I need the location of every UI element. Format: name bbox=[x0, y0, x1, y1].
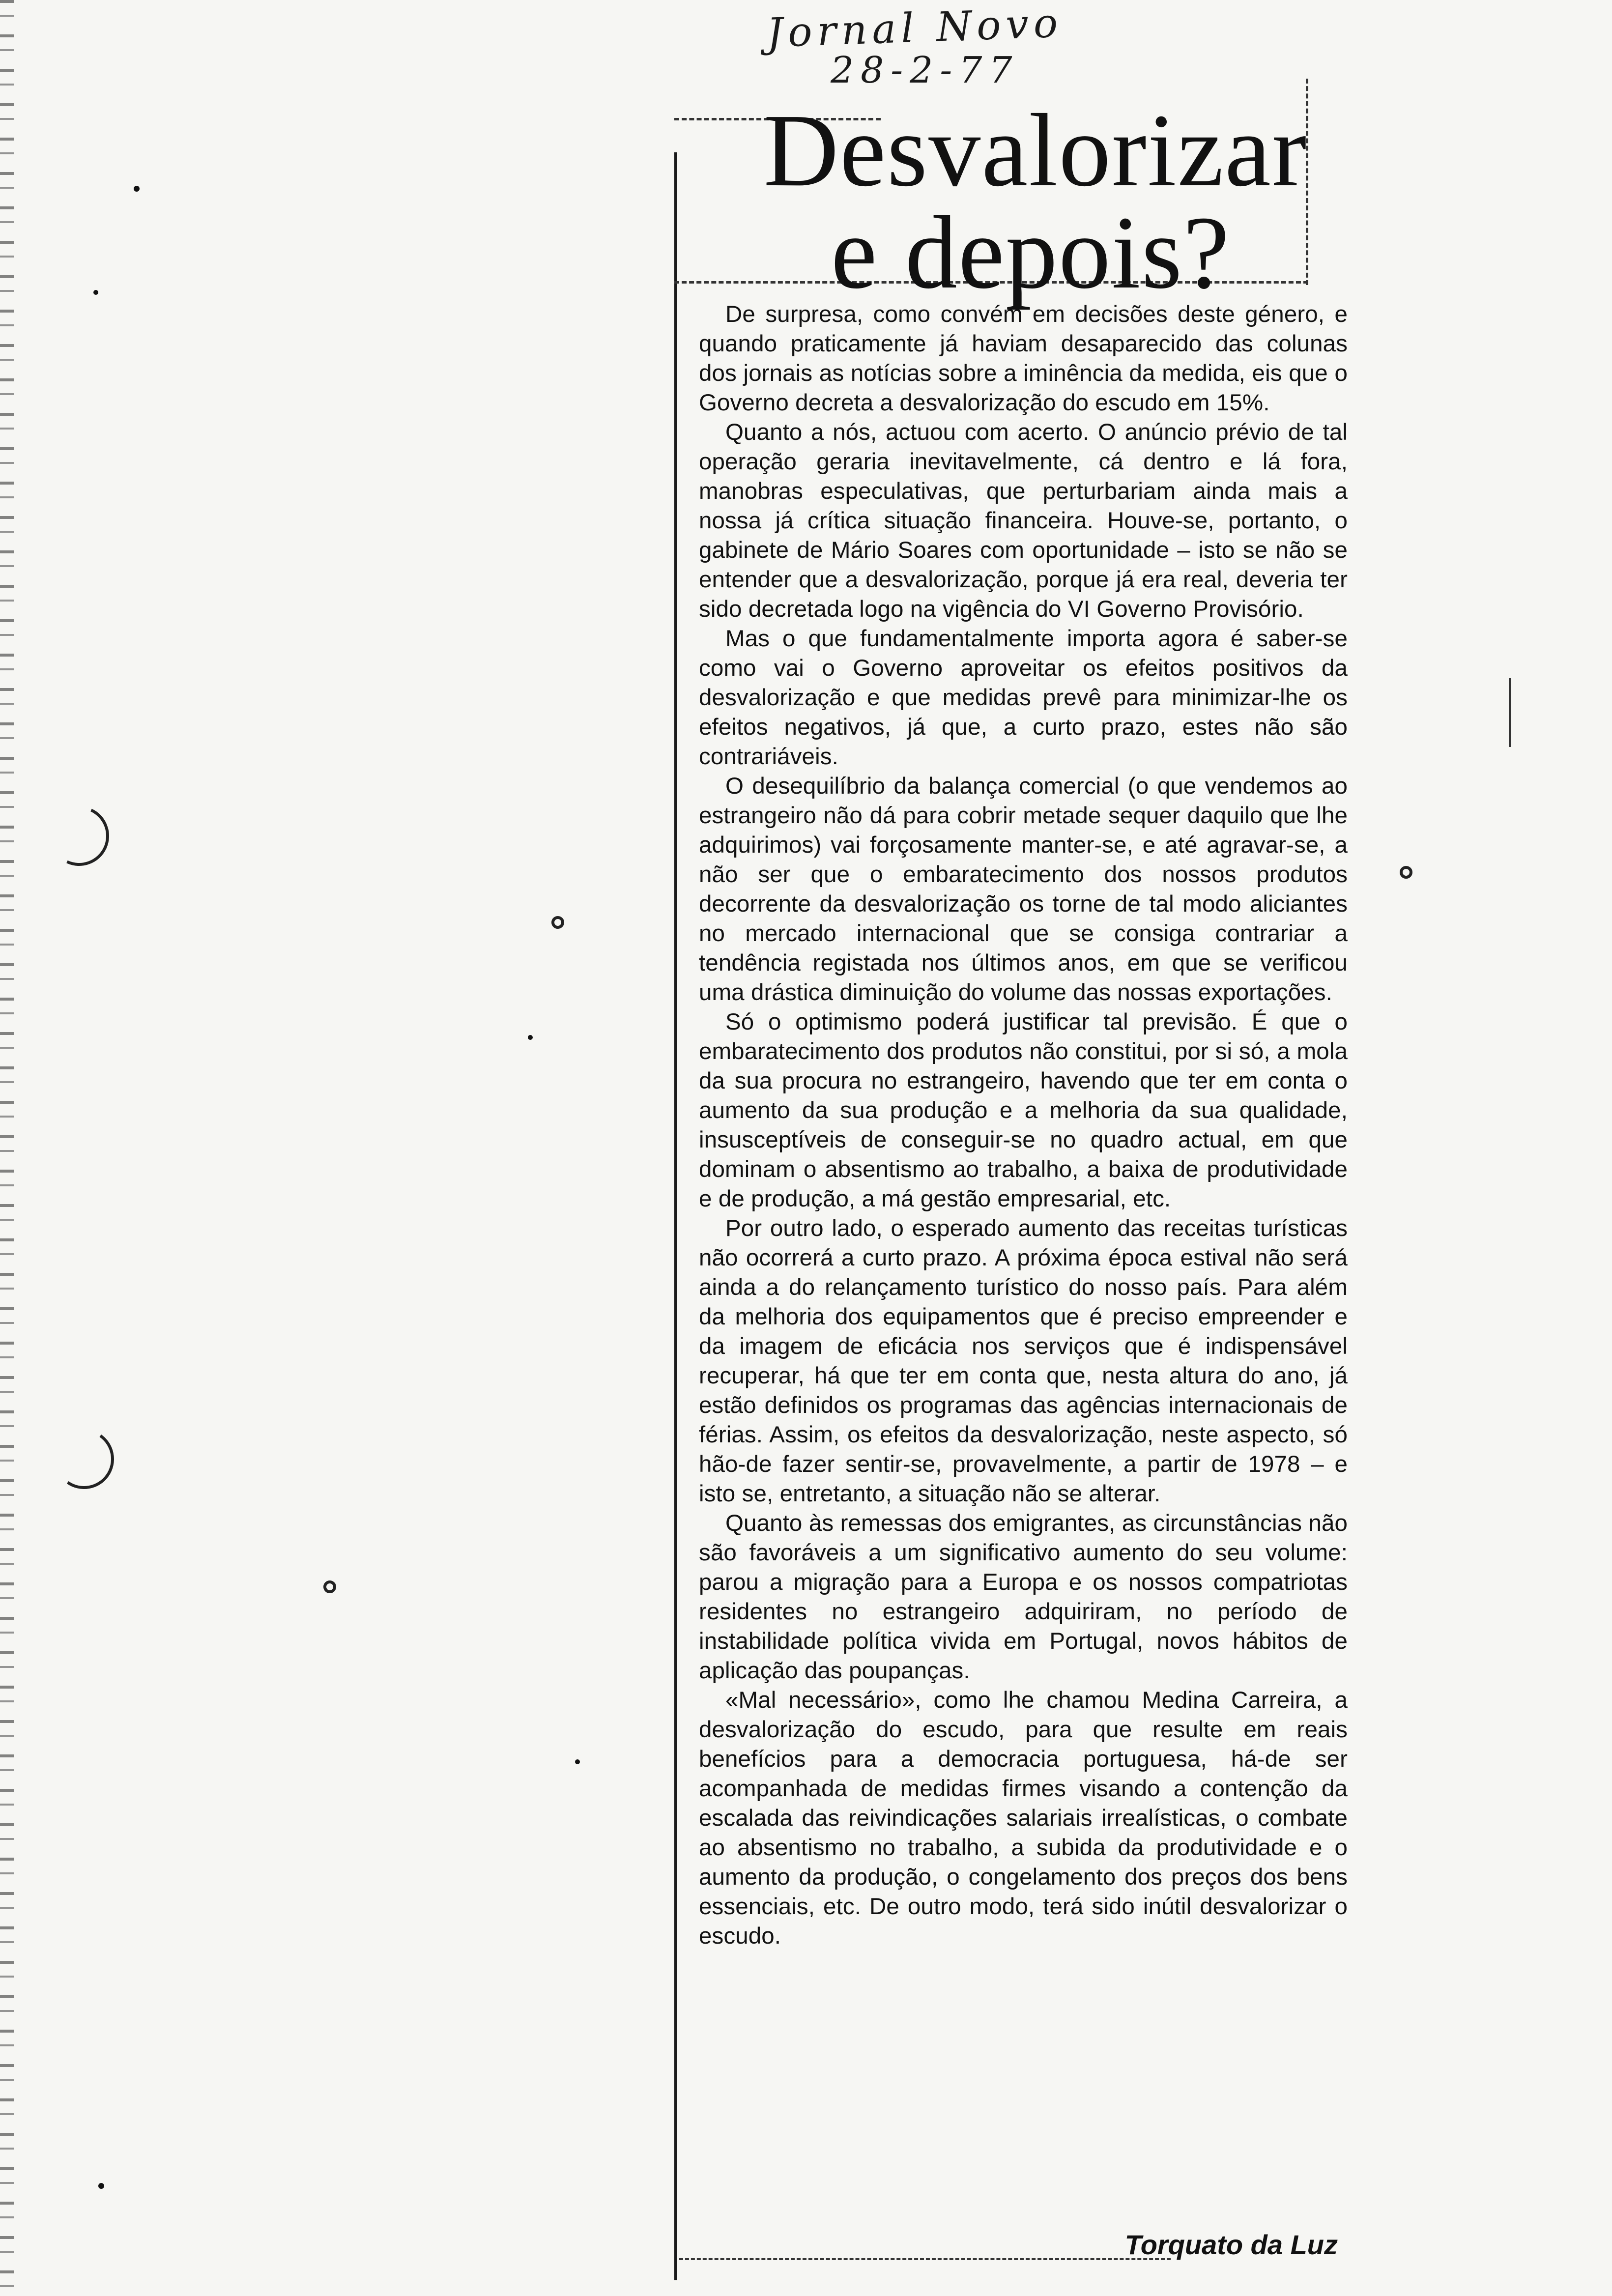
headline-line-1: Desvalorizar bbox=[763, 92, 1308, 208]
binder-ring-mark bbox=[49, 1424, 118, 1493]
paragraph: Por outro lado, o esperado aumento das receitas turísticas não ocorrerá a curto prazo. A próxima época estival não será ainda a do relançamento turístico do nosso país. Para além da melhoria dos equipamentos que é preciso empreender e da imagem de eficácia nos serviços que é indispensável recuperar, há que ter em conta que, nesta altura do ano, já estão definidos os programas das agências internacionais de férias. Assim, os efeitos da desvalorização, neste aspecto, só hão-de fazer sentir-se, provavelmente, a partir de 1978 – e isto se, entretanto, a situação não se alterar. bbox=[699, 1215, 1348, 1507]
punch-hole-mark bbox=[551, 916, 564, 929]
newspaper-article bbox=[674, 92, 1357, 2280]
paragraph: O desequilíbrio da balança comercial (o que vendemos ao estrangeiro não dá para cobrir metade sequer daquilo que lhe adquirimos) vai forçosamente manter-se, e até agravar-se, a não ser que o embaratecimento dos nossos produtos decorrente da desvalorização os torne de tal modo aliciantes no mercado internacional que se consiga contrariar a tendência registada nos últimos anos, em que se verificou uma drástica diminuição do volume das nossas exportações. bbox=[699, 773, 1348, 1005]
byline-rule bbox=[679, 2258, 1171, 2260]
handwritten-date-annotation: 28-2-77 bbox=[831, 49, 1019, 91]
paragraph: De surpresa, como convém em decisões deste género, e quando praticamente já haviam desaparecido das colunas dos jornais as notícias sobre a iminência da medida, eis que o Governo decreta a desvalorização do escudo em 15%. bbox=[699, 301, 1348, 416]
speck bbox=[98, 2183, 104, 2189]
speck bbox=[575, 1759, 580, 1764]
punch-hole-mark bbox=[323, 1580, 336, 1593]
article-body bbox=[699, 300, 1348, 1951]
binder-ring-mark bbox=[41, 798, 117, 874]
speck bbox=[134, 186, 140, 192]
paragraph: Quanto a nós, actuou com acerto. O anúncio prévio de tal operação geraria inevitavelmente, cá dentro e lá fora, manobras especulativas, que perturbariam ainda mais a nossa já crítica situação financeira. Houve-se, portanto, o gabinete de Mário Soares com oportunidade – isto se não se entender que a desvalorização, porque já era real, deveria ter sido decretada logo na vigência do VI Governo Provisório. bbox=[699, 419, 1348, 622]
speck bbox=[528, 1035, 533, 1040]
headline-line-2: e depois? bbox=[831, 195, 1231, 310]
paragraph: «Mal necessário», como lhe chamou Medina Carreira, a desvalorização do escudo, para que resulte em reais benefícios para a democracia portuguesa, há-de ser acompanhada de medidas firmes visando a contenção da escalada das reivindicações salariais irrealísticas, o combate ao absentismo no trabalho, a subida da produtividade e o aumento da produção, o congelamento dos preços dos bens essenciais, etc. De outro modo, terá sido inútil desvalorizar o escudo. bbox=[699, 1687, 1348, 1949]
scan-edge-shadow bbox=[0, 0, 14, 2296]
paragraph: Mas o que fundamentalmente importa agora é saber-se como vai o Governo aproveitar os efeitos positivos da desvalorização e que medidas prevê para minimizar-lhe os efeitos negativos, já que, a curto prazo, estes não são contrariáveis. bbox=[699, 626, 1348, 770]
handwritten-source-annotation: Jornal Novo bbox=[766, 0, 1064, 57]
column-rule bbox=[674, 152, 677, 2280]
paragraph: Só o optimismo poderá justificar tal previsão. É que o embaratecimento dos produtos não constitui, por si só, a mola da sua procura no estrangeiro, havendo que ter em conta o aumento da sua produção e a melhoria da sua qualidade, insusceptíveis de conseguir-se no quadro actual, em que dominam o absentismo ao trabalho, a baixa de produtividade e de produção, a má gestão empresarial, etc. bbox=[699, 1009, 1348, 1212]
margin-stroke bbox=[1509, 678, 1511, 747]
speck bbox=[93, 290, 98, 295]
paragraph: Quanto às remessas dos emigrantes, as circunstâncias não são favoráveis a um significativo aumento do seu volume: parou a migração para a Europa e os nossos compatriotas residentes no estrangeiro adquiriram, no período de instabilidade política vivida em Portugal, novos hábitos de aplicação das poupanças. bbox=[699, 1510, 1348, 1684]
author-byline: Torquato da Luz bbox=[1124, 2229, 1338, 2260]
punch-hole-mark bbox=[1400, 866, 1412, 879]
